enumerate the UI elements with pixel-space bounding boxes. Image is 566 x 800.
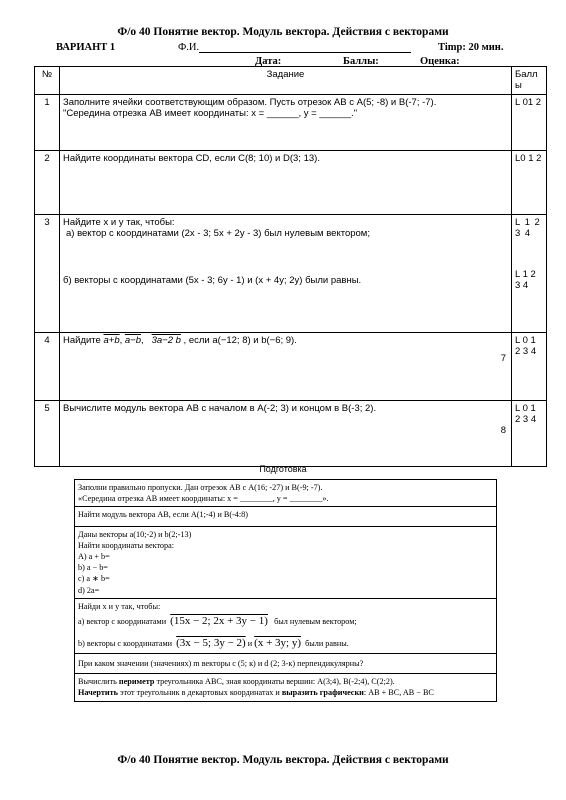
- task-cell: [60, 401, 512, 467]
- task-text: б) векторы с координатами (5x - 3; 6y - 1) и (x + 4y; 2y) были равны.: [63, 275, 362, 286]
- task-text: Найдите x и y так, чтобы:: [63, 217, 175, 228]
- fio-label: Ф.И.: [178, 42, 199, 53]
- score-cell: L 0 1 2 3 4: [512, 401, 547, 467]
- prep-text: этот треугольник в декартовых координатах и: [119, 688, 280, 698]
- prep-line: [78, 614, 493, 629]
- side-number: 8: [500, 425, 506, 436]
- task-text: "Середина отрезка AB имеет координаты: x = ______, y = ______.": [63, 108, 358, 119]
- vector-expr: (15x − 2; 2x + 3y − 1): [170, 614, 268, 627]
- task-text: , если a(−12; 8) и b(−6; 9).: [183, 335, 297, 346]
- vector-expr: a−b: [124, 335, 142, 346]
- score-cell: [512, 215, 547, 333]
- vector-expr: 3a−2 b: [151, 335, 181, 346]
- header-row-1: [0, 42, 566, 56]
- prep-text: а) вектор с координатами: [78, 616, 167, 626]
- prep-text: d) 2a=: [78, 585, 100, 595]
- variant-label: ВАРИАНТ 1: [56, 42, 116, 53]
- footer-title: Ф/о 40 Понятие вектор. Модуль вектора. Действия с векторами: [117, 754, 449, 766]
- prep-row: [75, 674, 497, 701]
- score-cell: L 0 1 2 3 4: [512, 333, 547, 401]
- prep-row: [75, 507, 497, 527]
- prep-text: периметр: [118, 677, 155, 687]
- row-number: 5: [35, 401, 60, 467]
- score-text: L 1 2 3 4: [515, 217, 540, 239]
- prep-text: треугольника ABC, зная координаты вершин: A(3;4), B(-2;4), C(2;2).: [156, 677, 395, 687]
- row-number: 2: [35, 151, 60, 215]
- prep-text: : AB + BC, AB − BC: [363, 688, 434, 698]
- prep-line: [78, 687, 493, 698]
- vector-expr: a+b: [103, 335, 120, 346]
- table-row: [35, 333, 547, 401]
- table-row: [35, 401, 547, 467]
- prep-text: Вычислить: [78, 677, 117, 687]
- prep-text: Заполни правильно пропуски. Дан отрезок AB с A(16; -27) и B(-9; -7).: [78, 483, 323, 492]
- col-num-header: №: [35, 67, 60, 95]
- prep-title: Подготовка: [259, 464, 307, 474]
- score-text: L 1 2 3 4: [515, 269, 536, 291]
- prep-text: был нулевым вектором;: [274, 616, 357, 626]
- prep-text: b) a − b=: [78, 563, 108, 573]
- table-row: [35, 151, 547, 215]
- prep-text: b) векторы с координатами: [78, 639, 173, 649]
- vector-expr: (x + 3y; y): [254, 637, 302, 650]
- row-number: 1: [35, 95, 60, 151]
- grade-label: Оценка:: [420, 56, 460, 67]
- prep-text: «Середина отрезка AB имеет координаты: x = ________, y = ________».: [78, 494, 329, 504]
- task-text: Заполните ячейки соответствующим образом. Пусть отрезок AB с A(5; -8) и B(-7; -7).: [63, 97, 437, 108]
- prep-text: Найди x и y так, чтобы:: [78, 601, 161, 611]
- prep-row: [75, 654, 497, 674]
- col-score-header: Баллы: [512, 67, 547, 95]
- task-text: Вычислите модуль вектора AB с началом в A(-2; 3) и концом в B(-3; 2).: [63, 403, 377, 414]
- prep-line: [78, 636, 493, 651]
- task-text: Найдите координаты вектора CD, если C(8; 10) и D(3; 13).: [60, 151, 512, 215]
- task-cell: [60, 95, 512, 151]
- prep-text: были равны.: [305, 639, 349, 649]
- score-label: Баллы:: [343, 56, 379, 67]
- task-table: [34, 66, 547, 467]
- prep-text: При каком значении (значениях) m векторы c (5; к) и d (2; 3-к) перпендикулярны?: [78, 659, 364, 669]
- time-label: Timp: 20 мин.: [438, 42, 504, 53]
- score-cell: L 01 2: [512, 95, 547, 151]
- prep-row: [75, 527, 497, 598]
- prep-text: c) a ∗ b=: [78, 574, 110, 584]
- prep-text: Даны векторы a(10;-2) и b(2;-13): [78, 530, 192, 540]
- prep-text: Найти модуль вектора AB, если A(1;-4) и B(-4:8): [78, 510, 248, 520]
- side-number: 7: [500, 353, 506, 364]
- row-number: 3: [35, 215, 60, 333]
- prep-row: [75, 598, 497, 654]
- vector-expr: (3x − 5; 3y − 2): [176, 637, 246, 650]
- task-text: а) вектор с координатами (2x - 3; 5x + 2y - 3) был нулевым вектором;: [66, 228, 370, 239]
- row-number: 4: [35, 333, 60, 401]
- task-text: Найдите: [63, 335, 101, 346]
- prep-text: Начертить: [78, 688, 118, 698]
- prep-row: [75, 480, 497, 507]
- prep-text: A) a + b=: [78, 552, 110, 562]
- table-row: [35, 95, 547, 151]
- prep-text: и: [247, 639, 253, 649]
- prep-line: [78, 676, 493, 687]
- task-cell: Найдите a+b, a−b, 3a−2 b , если a(−12; 8) и b(−6; 9). 7: [60, 333, 512, 401]
- score-cell: L0 1 2: [512, 151, 547, 215]
- task-cell: [60, 215, 512, 333]
- prep-table: [74, 479, 497, 702]
- date-label: Дата:: [255, 56, 281, 67]
- prep-text: Найти координаты вектора:: [78, 541, 175, 551]
- worksheet-title: Ф/о 40 Понятие вектор. Модуль вектора. Действия с векторами: [117, 26, 449, 38]
- table-row: [35, 215, 547, 333]
- prep-text: выразить графически: [281, 688, 364, 698]
- col-task-header: Задание: [60, 67, 512, 95]
